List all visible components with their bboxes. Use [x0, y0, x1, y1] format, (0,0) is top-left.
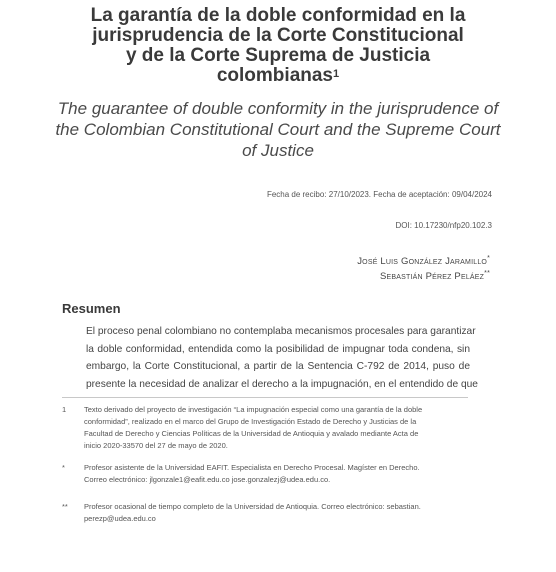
author-footnote-mark: **: [484, 270, 490, 278]
footnote-text: [84, 462, 474, 486]
footnote-mark: 1: [62, 405, 67, 414]
title-english-line: the Colombian Constitutional Court and the Supreme Court: [55, 120, 501, 139]
footnote-line: conformidad”, realizado en el marco del Grupo de Investigación Estado de Derecho y Justicias de la: [84, 417, 417, 426]
footnote-mark: *: [62, 463, 65, 472]
title-english: [40, 98, 516, 161]
footnote-divider: [62, 397, 468, 398]
author: [357, 268, 490, 283]
footnote-reference[interactable]: 1: [333, 68, 340, 80]
footnote-mark: **: [62, 502, 68, 511]
footnote-text: [84, 404, 474, 452]
title-spanish-line-text: colombianas: [216, 65, 334, 86]
author-name: José Luis González Jaramillo: [357, 256, 488, 268]
abstract-text: [86, 323, 478, 393]
doi[interactable]: DOI: 10.17230/nfp20.102.3: [395, 221, 492, 230]
title-spanish-line: [40, 66, 516, 86]
abstract-line: El proceso penal colombiano no contemplaba mecanismos procesales para garantizar: [86, 326, 476, 337]
title-spanish: [40, 6, 516, 86]
abstract-heading: Resumen: [62, 301, 121, 316]
author-footnote-mark: *: [487, 255, 490, 262]
receipt-acceptance-dates: Fecha de recibo: 27/10/2023. Fecha de aceptación: 09/04/2024: [266, 190, 492, 199]
authors-block: [357, 253, 490, 283]
author: [357, 253, 490, 268]
footnote-line: inicio 2020-33570 del 27 de mayo de 2020.: [84, 441, 228, 450]
footnote-line[interactable]: perezp@udea.edu.co: [84, 514, 156, 523]
footnote-line[interactable]: Correo electrónico: jlgonzale1@eafit.edu.co jose.gonzalezj@udea.edu.co.: [84, 475, 331, 484]
abstract-line: la doble conformidad, entendida como la posibilidad de impugnar toda condena, sin: [86, 343, 470, 355]
author-name: Sebastián Pérez Peláez: [379, 271, 485, 283]
title-spanish-line: y de la Corte Suprema de Justicia: [125, 45, 431, 66]
footnote-text: [84, 501, 474, 525]
title-english-line: The guarantee of double conformity in the jurisprudence of: [57, 99, 499, 118]
footnote-line: Facultad de Derecho y Ciencias Políticas de la Universidad de Antioquia y avalado mediante Acta de: [84, 429, 419, 438]
footnote-line: Profesor ocasional de tiempo completo de la Universidad de Antioquia. Correo electrónico: sebastian.: [84, 502, 421, 511]
title-english-line: of Justice: [242, 141, 314, 160]
abstract-line: presente la necesidad de analizar el derecho a la impugnación, en el entendido de que: [86, 378, 478, 390]
abstract-line: embargo, la Corte Constitucional, a partir de la Sentencia C-792 de 2014, puso de: [86, 361, 470, 373]
title-spanish-line: La garantía de la doble conformidad en la: [90, 5, 466, 26]
footnote-line: Texto derivado del proyecto de investigación “La impugnación especial como una garantía de la doble: [84, 405, 423, 414]
footnote-line: Profesor asistente de la Universidad EAFIT. Especialista en Derecho Procesal. Magíster en Derecho.: [84, 463, 420, 472]
title-spanish-line: jurisprudencia de la Corte Constitucional: [92, 25, 464, 46]
